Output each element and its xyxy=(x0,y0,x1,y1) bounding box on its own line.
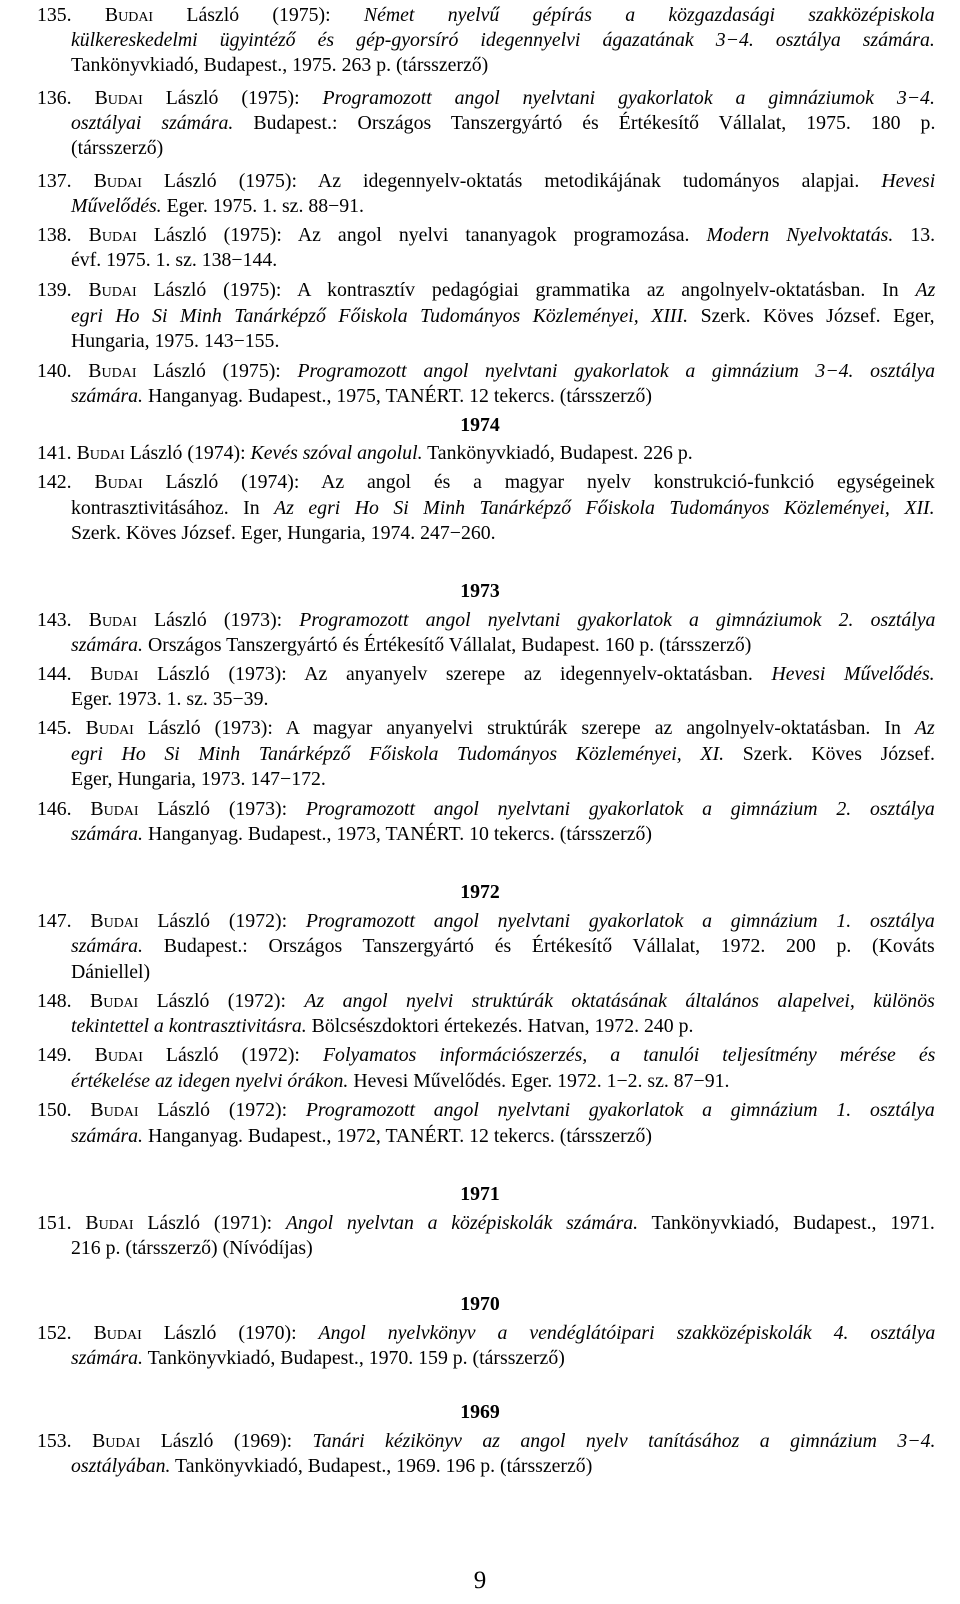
year-heading: 1974 xyxy=(460,414,500,436)
title-text: Az xyxy=(914,717,935,739)
entry-text: László (1972): xyxy=(142,1044,323,1066)
entry-text: 148. xyxy=(37,990,91,1012)
author-surname: Budai xyxy=(85,717,134,739)
entry-line xyxy=(71,193,364,219)
entry-text: (társszerző) xyxy=(71,137,164,159)
entry-line xyxy=(37,661,935,687)
entry-text: évf. 1975. 1. sz. 138−144. xyxy=(71,249,278,271)
author-surname: Budai xyxy=(94,471,143,493)
title-text: külkereskedelmi ügyintéző és gép-gyorsíró idegennyelvi ágazatának 3−4. osztálya számára. xyxy=(71,29,935,51)
author-surname: Budai xyxy=(85,1212,134,1234)
entry-text: Országos Tanszergyártó és Értékesítő Vállalat, Budapest. 160 p. (társszerző) xyxy=(143,634,752,656)
entry-text: 140. xyxy=(37,360,89,382)
entry-line xyxy=(37,2,935,28)
author-surname: Budai xyxy=(93,170,142,192)
title-text: számára. xyxy=(71,1347,143,1369)
year-heading: 1971 xyxy=(460,1183,500,1205)
title-text: számára. xyxy=(71,385,143,407)
author-surname: Budai xyxy=(90,1099,139,1121)
author-surname: Budai xyxy=(88,279,137,301)
title-text: egri Ho Si Minh Tanárképző Főiskola Tudományos Közleményei, XIII. xyxy=(71,305,689,327)
entry-line xyxy=(71,303,935,329)
entry-text: Hungaria, 1975. 143−155. xyxy=(71,330,280,352)
entry-text: Tankönyvkiadó, Budapest. 226 p. xyxy=(422,442,693,464)
entry-line xyxy=(71,383,652,409)
entry-text: 142. xyxy=(37,471,95,493)
title-text: Hevesi Művelődés. xyxy=(771,663,935,685)
title-text: Német nyelvű gépírás a közgazdasági szakközépiskola xyxy=(363,4,935,26)
entry-line xyxy=(37,988,935,1014)
entry-line xyxy=(37,168,935,194)
entry-line xyxy=(37,440,693,466)
entry-text: 144. xyxy=(37,663,91,685)
entry-text: Budapest.: Országos Tanszergyártó és Értékesítő Vállalat, 1975. 180 p. xyxy=(233,112,936,134)
entry-text: 145. xyxy=(37,717,86,739)
title-text: számára. xyxy=(71,823,143,845)
entry-text: László (1975): Az angol nyelvi tananyagok programozása. xyxy=(136,224,707,246)
entry-line xyxy=(37,1428,935,1454)
entry-text: László (1974): Az angol és a magyar nyelv konstrukció-funkció egységeinek xyxy=(142,471,935,493)
entry-line xyxy=(71,247,277,273)
title-text: Az xyxy=(915,279,936,301)
entry-line xyxy=(71,520,496,546)
entry-text: Tankönyvkiadó, Budapest., 1970. 159 p. (társszerző) xyxy=(143,1347,565,1369)
entry-line xyxy=(71,1013,693,1039)
title-text: Folyamatos információszerzés, a tanulói teljesítmény mérése és xyxy=(322,1044,936,1066)
entry-text: László (1973): A magyar anyanyelvi struktúrák szerepe az angolnyelv-oktatásban. In xyxy=(133,717,915,739)
entry-text: 135. xyxy=(37,4,105,26)
entry-text: László (1972): xyxy=(138,910,306,932)
entry-line xyxy=(71,495,935,521)
entry-line xyxy=(71,1453,592,1479)
title-text: Az egri Ho Si Minh Tanárképző Főiskola Tudományos Közleményei, XII. xyxy=(274,497,935,519)
entry-line xyxy=(71,52,488,78)
entry-line xyxy=(37,607,935,633)
entry-line xyxy=(71,1068,729,1094)
entry-text: Budapest.: Országos Tanszergyártó és Értékesítő Vállalat, 1972. 200 p. (Kováts xyxy=(143,935,935,957)
title-text: Tanári kézikönyv az angol nyelv tanításához a gimnázium 3−4. xyxy=(312,1430,936,1452)
year-heading: 1972 xyxy=(460,881,500,903)
title-text: Hevesi xyxy=(881,170,936,192)
entry-text: László (1975): xyxy=(153,4,364,26)
entry-line xyxy=(37,85,935,111)
entry-text: Eger, Hungaria, 1973. 147−172. xyxy=(71,768,326,790)
entry-text: Szerk. Köves József. Eger, Hungaria, 1974. 247−260. xyxy=(71,522,496,544)
entry-text: László (1973): Az anyanyelv szerepe az idegennyelv-oktatásban. xyxy=(138,663,772,685)
title-text: Programozott angol nyelvtani gyakorlatok a gimnázium 3−4. osztálya xyxy=(297,360,936,382)
entry-text: Hanganyag. Budapest., 1975, TANÉRT. 12 tekercs. (társszerző) xyxy=(143,385,653,407)
entry-text: 137. xyxy=(37,170,94,192)
entry-line xyxy=(71,1345,565,1371)
entry-text: Hanganyag. Budapest., 1973, TANÉRT. 10 tekercs. (társszerző) xyxy=(143,823,653,845)
entry-text: László (1971): xyxy=(133,1212,286,1234)
entry-line xyxy=(37,796,935,822)
author-surname: Budai xyxy=(88,360,137,382)
entry-text: Bölcsészdoktori értekezés. Hatvan, 1972. 240 p. xyxy=(306,1015,694,1037)
entry-text: Dániellel) xyxy=(71,961,151,983)
author-surname: Budai xyxy=(76,442,125,464)
entry-text: Eger. 1975. 1. sz. 88−91. xyxy=(161,195,364,217)
entry-text: 13. xyxy=(893,224,936,246)
entry-line xyxy=(71,1235,313,1261)
entry-line xyxy=(37,715,935,741)
title-text: számára. xyxy=(71,634,143,656)
entry-line xyxy=(37,1097,935,1123)
title-text: Programozott angol nyelvtani gyakorlatok a gimnázium 1. osztálya xyxy=(305,910,935,932)
entry-line xyxy=(37,1042,935,1068)
entry-text: 136. xyxy=(37,87,95,109)
entry-line xyxy=(71,686,268,712)
year-heading: 1969 xyxy=(460,1401,500,1423)
entry-text: Szerk. Köves József. Eger, xyxy=(688,305,935,327)
entry-text: 153. xyxy=(37,1430,93,1452)
title-text: Művelődés. xyxy=(71,195,162,217)
entry-line xyxy=(37,469,935,495)
author-surname: Budai xyxy=(88,224,137,246)
entry-text: László (1970): xyxy=(141,1322,319,1344)
entry-line xyxy=(71,632,751,658)
author-surname: Budai xyxy=(90,910,139,932)
author-surname: Budai xyxy=(92,1430,141,1452)
entry-text: kontrasztivitásához. In xyxy=(71,497,275,519)
author-surname: Budai xyxy=(93,1322,142,1344)
entry-text: László (1973): xyxy=(138,798,306,820)
entry-line xyxy=(71,959,150,985)
entry-text: 138. xyxy=(37,224,89,246)
author-surname: Budai xyxy=(94,1044,143,1066)
entry-line xyxy=(37,222,935,248)
entry-line xyxy=(71,741,935,767)
entry-line xyxy=(71,328,279,354)
entry-text: Tankönyvkiadó, Budapest., 1969. 196 p. (társszerző) xyxy=(170,1455,593,1477)
entry-text: 146. xyxy=(37,798,91,820)
entry-line xyxy=(37,358,935,384)
entry-text: 143. xyxy=(37,609,89,631)
title-text: tekintettel a kontrasztivitásra. xyxy=(71,1015,307,1037)
entry-text: 147. xyxy=(37,910,91,932)
entry-text: Hanganyag. Budapest., 1972, TANÉRT. 12 tekercs. (társszerző) xyxy=(143,1125,653,1147)
entry-text: 151. xyxy=(37,1212,86,1234)
entry-text: 141. xyxy=(37,442,77,464)
entry-line xyxy=(71,135,163,161)
entry-text: Hevesi Művelődés. Eger. 1972. 1−2. sz. 87−91. xyxy=(348,1070,730,1092)
entry-text: László (1973): xyxy=(136,609,300,631)
title-text: számára. xyxy=(71,1125,143,1147)
title-text: Az angol nyelvi struktúrák oktatásának általános alapelvei, különös xyxy=(304,990,935,1012)
author-surname: Budai xyxy=(94,87,143,109)
title-text: osztályában. xyxy=(71,1455,171,1477)
entry-text: László (1975): A kontrasztív pedagógiai grammatika az angolnyelv-oktatásban. In xyxy=(136,279,916,301)
entry-text: 139. xyxy=(37,279,89,301)
entry-text: Eger. 1973. 1. sz. 35−39. xyxy=(71,688,269,710)
author-surname: Budai xyxy=(88,609,137,631)
title-text: Kevés szóval angolul. xyxy=(250,442,423,464)
author-surname: Budai xyxy=(104,4,154,26)
entry-text: László (1975): xyxy=(136,360,298,382)
entry-text: 216 p. (társszerző) (Nívódíjas) xyxy=(71,1237,313,1259)
entry-text: Szerk. Köves József. xyxy=(724,743,935,765)
entry-line xyxy=(71,766,326,792)
entry-line xyxy=(37,1210,935,1236)
entry-line xyxy=(37,277,935,303)
entry-line xyxy=(71,821,652,847)
entry-line xyxy=(71,933,935,959)
entry-text: László (1975): xyxy=(142,87,323,109)
entry-text: 150. xyxy=(37,1099,91,1121)
title-text: Programozott angol nyelvtani gyakorlatok a gimnáziumok 3−4. xyxy=(322,87,935,109)
entry-text: Tankönyvkiadó, Budapest., 1971. xyxy=(638,1212,935,1234)
title-text: Programozott angol nyelvtani gyakorlatok a gimnázium 2. osztálya xyxy=(305,798,935,820)
entry-text: László (1972): xyxy=(138,990,305,1012)
title-text: értékelése az idegen nyelvi órákon. xyxy=(71,1070,349,1092)
year-heading: 1973 xyxy=(460,580,500,602)
entry-text: Tankönyvkiadó, Budapest., 1975. 263 p. (társszerző) xyxy=(71,54,489,76)
author-surname: Budai xyxy=(90,798,139,820)
entry-text: László (1975): Az idegennyelv-oktatás metodikájának tudományos alapjai. xyxy=(141,170,882,192)
title-text: Programozott angol nyelvtani gyakorlatok a gimnáziumok 2. osztálya xyxy=(299,609,936,631)
title-text: Angol nyelvtan a középiskolák számára. xyxy=(285,1212,639,1234)
author-surname: Budai xyxy=(90,663,139,685)
entry-line xyxy=(37,908,935,934)
entry-line xyxy=(71,27,935,53)
title-text: Angol nyelvkönyv a vendéglátóipari szakközépiskolák 4. osztálya xyxy=(318,1322,936,1344)
entry-line xyxy=(37,1320,935,1346)
entry-text: László (1969): xyxy=(140,1430,313,1452)
entry-line xyxy=(71,110,935,136)
author-surname: Budai xyxy=(90,990,139,1012)
title-text: Modern Nyelvoktatás. xyxy=(706,224,894,246)
title-text: osztályai számára. xyxy=(71,112,234,134)
entry-text: László (1974): xyxy=(124,442,251,464)
entry-text: 152. xyxy=(37,1322,94,1344)
page-number: 9 xyxy=(473,1567,487,1594)
entry-text: László (1972): xyxy=(138,1099,306,1121)
entry-line xyxy=(71,1123,652,1149)
title-text: egri Ho Si Minh Tanárképző Főiskola Tudományos Közleményei, XI. xyxy=(71,743,725,765)
year-heading: 1970 xyxy=(460,1293,500,1315)
entry-text: 149. xyxy=(37,1044,95,1066)
title-text: Programozott angol nyelvtani gyakorlatok a gimnázium 1. osztálya xyxy=(305,1099,935,1121)
title-text: számára. xyxy=(71,935,143,957)
